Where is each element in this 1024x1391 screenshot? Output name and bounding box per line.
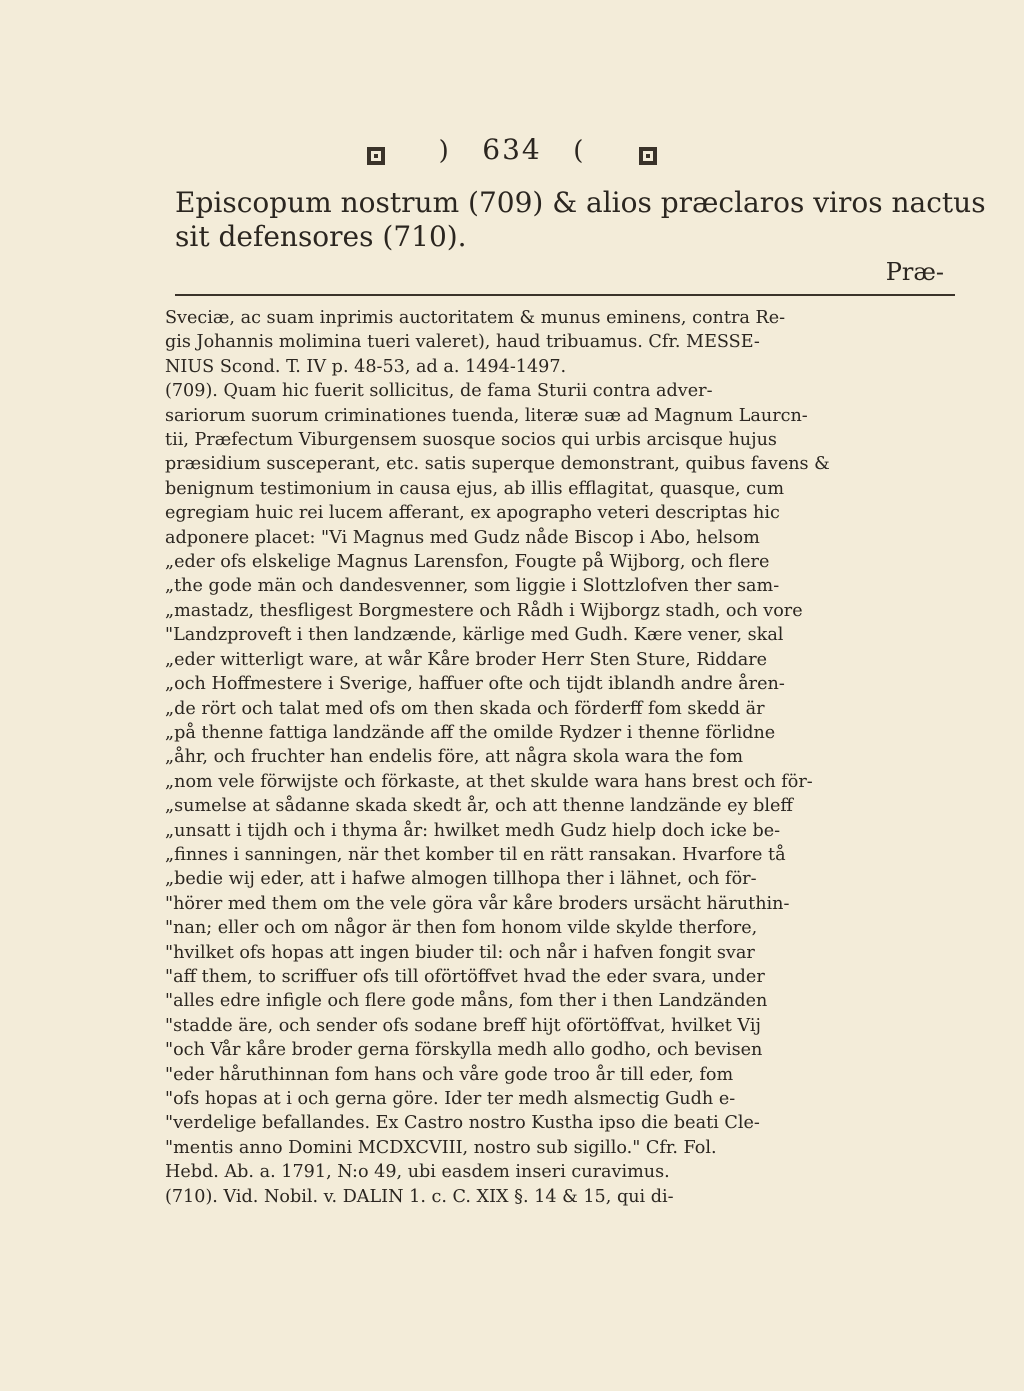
footnote-line: "verdelige befallandes. Ex Castro nostro Kustha ipso die beati Cle- (165, 1113, 760, 1134)
footnote-line: tii, Præfectum Viburgensem suosque socios qui urbis arcisque hujus (165, 430, 777, 451)
footnote-line: „och Hoffmestere i Sverige, haffuer ofte och tijdt iblandh andre åren- (165, 674, 785, 695)
right-bracket: ( (573, 136, 586, 166)
footnote-line: „the gode män och dandesvenner, som liggie i Slottzlofven ther sam- (165, 576, 780, 597)
footnote-line: præsidium susceperant, etc. satis superque demonstrant, quibus favens & (165, 454, 830, 475)
main-text-line: Episcopum nostrum (709) & alios præclaros viros nactus (175, 186, 986, 219)
footnote-line: „sumelse at sådanne skada skedt år, och att thenne landzände ey bleff (165, 796, 793, 817)
footnote-line: "ofs hopas at i och gerna göre. Ider ter medh alsmectig Gudh e- (165, 1089, 736, 1109)
footnote-divider (175, 294, 955, 296)
footnote-line: "och Vår kåre broder gerna förskylla medh allo godho, och bevisen (165, 1040, 763, 1061)
footnotes (165, 306, 955, 1209)
footnote-line: Hebd. Ab. a. 1791, N:o 49, ubi easdem inseri curavimus. (165, 1162, 670, 1183)
ornament-left-icon (365, 140, 387, 162)
footnote-line: (709). Quam hic fuerit sollicitus, de fama Sturii contra adver- (165, 381, 713, 402)
footnote-line: egregiam huic rei lucem afferant, ex apographo veteri descriptas hic (165, 503, 780, 524)
footnote-line: gis Johannis molimina tueri valeret), haud tribuamus. Cfr. MESSE- (165, 332, 760, 353)
footnote-line: adponere placet: "Vi Magnus med Gudz nåde Biscop i Abo, helsom (165, 527, 760, 548)
footnote-line: „eder witterligt ware, at wår Kåre broder Herr Sten Sture, Riddare (165, 649, 768, 670)
footnote-line: "aff them, to scriffuer ofs till oförtöffvet hvad the eder svara, under (165, 966, 765, 987)
footnote-line: "hvilket ofs hopas att ingen biuder til: och når i hafven fongit svar (165, 942, 755, 963)
footnote-line: „åhr, och fruchter han endelis före, att några skola wara the fom (165, 747, 744, 768)
footnote-line: „mastadz, thesfligest Borgmestere och Rådh i Wijborgz stadh, och vore (165, 600, 803, 621)
footnote-line: "mentis anno Domini MCDXCVIII, nostro sub sigillo." Cfr. Fol. (165, 1137, 717, 1158)
footnote-line: „finnes i sanningen, när thet komber til en rätt ransakan. Hvarfore tå (165, 844, 786, 865)
footnote-line: (710). Vid. Nobil. v. DALIN 1. c. C. XIX §. 14 & 15, qui di- (165, 1186, 674, 1207)
footnote-line: "nan; eller och om någor är then fom honom vilde skylde therfore, (165, 918, 758, 939)
footnote-line: „de rört och talat med ofs om then skada och förderff fom skedd är (165, 698, 765, 719)
footnote-line: "stadde äre, och sender ofs sodane breff hijt oförtöffvat, hvilket Vij (165, 1015, 761, 1036)
footnote-line: "alles edre infigle och flere gode måns, fom ther i then Landzänden (165, 991, 768, 1012)
catchword: Præ- (885, 258, 944, 286)
footnote-line: "eder håruthinnan fom hans och våre gode troo år till eder, fom (165, 1064, 734, 1085)
page-number: 634 (482, 133, 542, 166)
footnote-line: „eder ofs elskelige Magnus Larensfon, Fougte på Wijborg, och flere (165, 552, 770, 573)
page-header (0, 132, 1024, 167)
ornament-right-icon (637, 140, 659, 162)
footnote-line: benignum testimonium in causa ejus, ab illis efflagitat, quasque, cum (165, 478, 785, 499)
footnote-line: „bedie wij eder, att i hafwe almogen tillhopa ther i lähnet, och för- (165, 869, 757, 890)
main-text-line: sit defensores (710). (175, 220, 467, 253)
footnote-line: sariorum suorum criminationes tuenda, literæ suæ ad Magnum Laurcn- (165, 405, 808, 426)
main-text (175, 186, 986, 254)
footnote-line: „nom vele förwijste och förkaste, at thet skulde wara hans brest och för- (165, 771, 813, 792)
footnote-line: „på thenne fattiga landzände aff the omilde Rydzer i thenne förlidne (165, 722, 776, 743)
footnote-line: Sveciæ, ac suam inprimis auctoritatem & munus eminens, contra Re- (165, 308, 786, 328)
footnote-line: "hörer med them om the vele göra vår kåre broders ursächt häruthin- (165, 893, 790, 914)
footnote-line: "Landzproveft i then landzænde, kärlige med Gudh. Kære vener, skal (165, 625, 784, 646)
footnote-line: „unsatt i tijdh och i thyma år: hwilket medh Gudz hielp doch icke be- (165, 820, 781, 841)
left-bracket: ) (438, 136, 451, 166)
footnote-line: NIUS Scond. T. IV p. 48-53, ad a. 1494-1497. (165, 356, 567, 377)
